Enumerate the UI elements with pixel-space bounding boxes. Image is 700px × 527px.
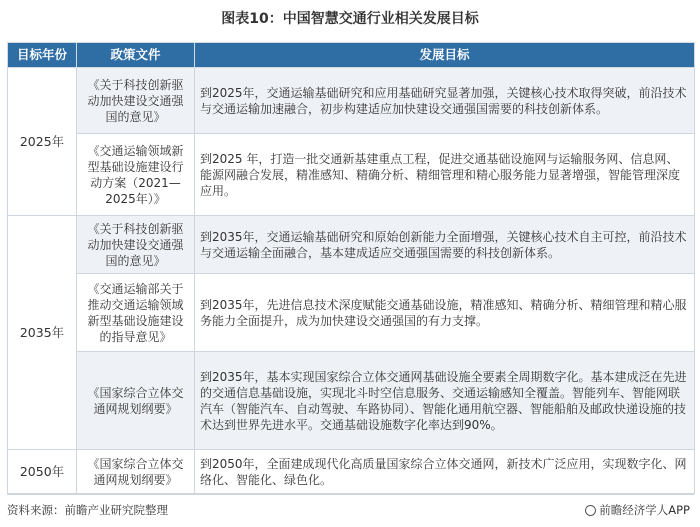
table-row <box>8 134 695 216</box>
policy-cell: 《交通运输部关于推动交通运输领域新型基础设施建设的指导意见》 <box>77 274 195 352</box>
brand-label: 前瞻经济学人APP <box>599 503 690 517</box>
brand-credit <box>585 502 690 518</box>
goal-cell: 到2035年，先进信息技术深度赋能交通基础设施，精准感知、精确分析、精细管理和精心服务能力全面提升，成为加快建设交通强国的有力支撑。 <box>195 274 695 352</box>
goal-cell: 到2035年，交通运输基础研究和原始创新能力全面增强，关键核心技术自主可控，前沿技术与交通运输全面融合，基本建成适应交通强国需要的科技创新体系。 <box>195 216 695 274</box>
table-header-row <box>8 43 695 68</box>
policy-table <box>7 42 695 494</box>
year-cell: 2025年 <box>8 68 77 216</box>
table-row <box>8 274 695 352</box>
policy-cell: 《国家综合立体交通网规划纲要》 <box>77 352 195 450</box>
source-note: 资料来源：前瞻产业研究院整理 <box>7 503 168 517</box>
policy-cell: 《关于科技创新驱动加快建设交通强国的意见》 <box>77 216 195 274</box>
chart-title: 图表10：中国智慧交通行业相关发展目标 <box>221 11 479 27</box>
table-row <box>8 450 695 494</box>
goal-cell: 到2050年，全面建成现代化高质量国家综合立体交通网，新技术广泛应用，实现数字化、网络化、智能化、绿色化。 <box>195 450 695 494</box>
year-cell: 2035年 <box>8 216 77 450</box>
policy-cell: 《交通运输领域新型基础设施建设行动方案（2021—2025年）》 <box>77 134 195 216</box>
table-row <box>8 352 695 450</box>
goal-cell: 到2025 年，打造一批交通新基建重点工程，促进交通基础设施网与运输服务网、信息网、能源网融合发展，精准感知、精确分析、精细管理和精心服务能力显著增强，智能管理深度应用。 <box>195 134 695 216</box>
header-year: 目标年份 <box>8 43 77 68</box>
goal-cell: 到2035年，基本实现国家综合立体交通网基础设施全要素全周期数字化。基本建成泛在先进的交通信息基础设施，实现北斗时空信息服务、交通运输感知全覆盖。智能列车、智能网联汽车（智能汽车、自动驾驶、车路协同）、智能化通用航空器、智能船舶及邮政快递设施的技术达到世界先进水平。交通基础设施数字化率达到90%。 <box>195 352 695 450</box>
policy-cell: 《关于科技创新驱动加快建设交通强国的意见》 <box>77 68 195 134</box>
table-row <box>8 68 695 134</box>
header-policy: 政策文件 <box>77 43 195 68</box>
goal-cell: 到2025年，交通运输基础研究和应用基础研究显著加强，关键核心技术取得突破，前沿技术与交通运输加速融合，初步构建适应加快建设交通强国需要的科技创新体系。 <box>195 68 695 134</box>
header-goal: 发展目标 <box>195 43 695 68</box>
year-cell: 2050年 <box>8 450 77 494</box>
circle-logo-icon <box>585 505 596 516</box>
table-row <box>8 216 695 274</box>
policy-cell: 《国家综合立体交通网规划纲要》 <box>77 450 195 494</box>
footer-divider <box>7 494 694 495</box>
